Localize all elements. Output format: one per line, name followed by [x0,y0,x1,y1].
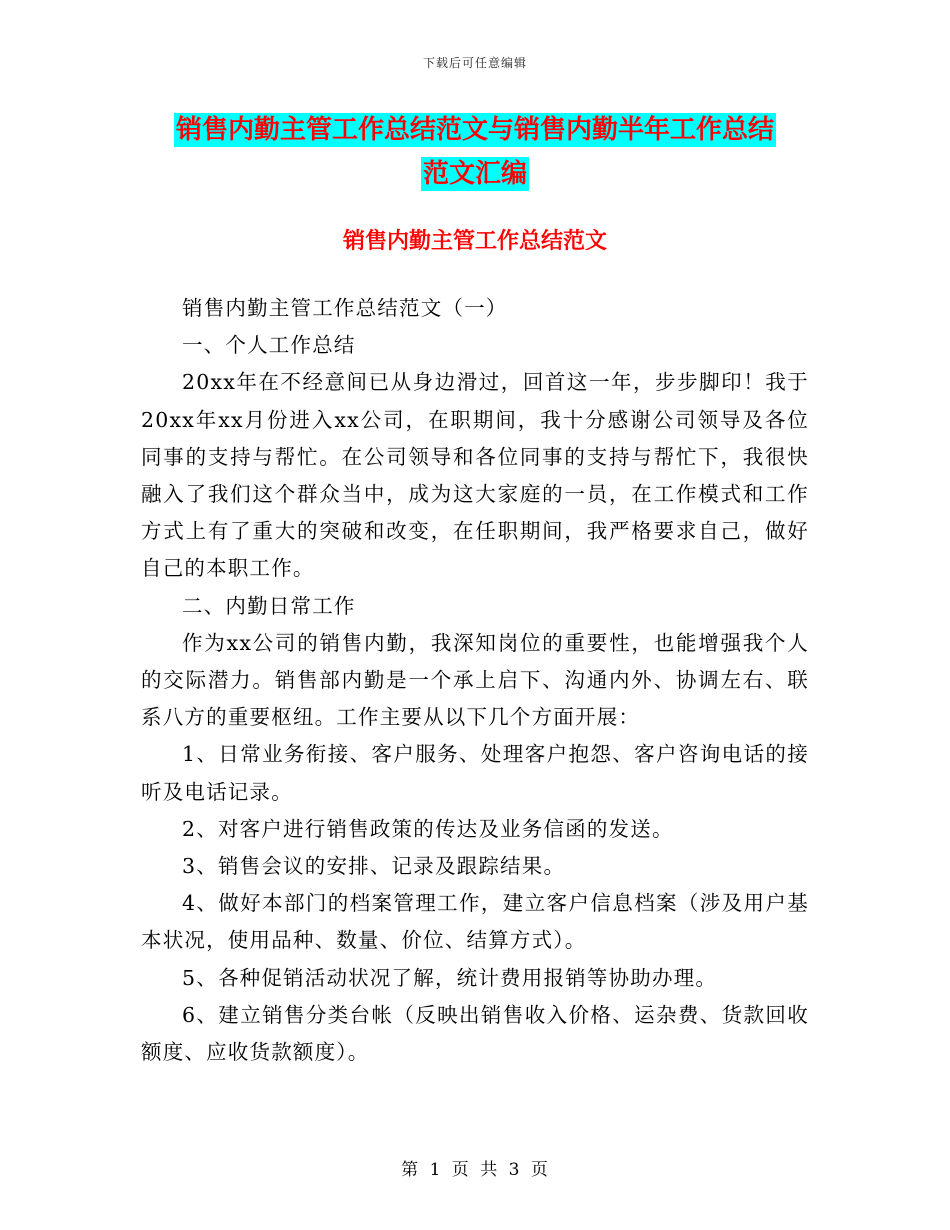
page-header-note: 下载后可任意编辑 [422,56,527,70]
document-title-line-2: 范文汇编 [422,159,527,189]
list-item: 4、做好本部门的档案管理工作，建立客户信息档案（涉及用户基本状况，使用品种、数量、价位、结算方式）。 [141,891,809,953]
document-title-line-1: 销售内勤主管工作总结范文与销售内勤半年工作总结 [175,115,774,145]
document-title [140,108,810,196]
list-item: 5、各种促销活动状况了解，统计费用报销等协助办理。 [182,965,718,990]
paragraph-heading-2: 二、内勤日常工作 [182,593,356,618]
paragraph-heading-1: 一、个人工作总结 [182,333,356,358]
list-item: 2、对客户进行销售政策的传达及业务信函的发送。 [182,816,674,841]
page-number-footer: 第 1 页 共 3 页 [401,1160,549,1180]
list-item: 6、建立销售分类台帐（反映出销售收入价格、运杂费、货款回收额度、应收货款额度）。 [141,1002,809,1065]
document-body [141,290,809,1071]
paragraph: 作为xx公司的销售内勤，我深知岗位的重要性，也能增强我个人的交际潜力。销售部内勤是一个承上启下、沟通内外、协调左右、联系八方的重要枢纽。工作主要从以下几个方面开展： [141,630,809,730]
paragraph: 20xx年在不经意间已从身边滑过，回首这一年，步步脚印！我于20xx年xx月份进入xx公司，在职期间，我十分感谢公司领导及各位同事的支持与帮忙。在公司领导和各位同事的支持与帮忙下，我很快融入了我们这个群众当中，成为这大家庭的一员，在工作模式和工作方式上有了重大的突破和改变，在任职期间，我严格要求自己，做好自己的本职工作。 [141,370,809,581]
paragraph-subtitle: 销售内勤主管工作总结范文（一） [182,296,508,320]
list-item: 1、日常业务衔接、客户服务、处理客户抱怨、客户咨询电话的接听及电话记录。 [141,742,809,804]
list-item: 3、销售会议的安排、记录及跟踪结果。 [182,854,566,879]
section-title: 销售内勤主管工作总结范文 [342,229,607,254]
